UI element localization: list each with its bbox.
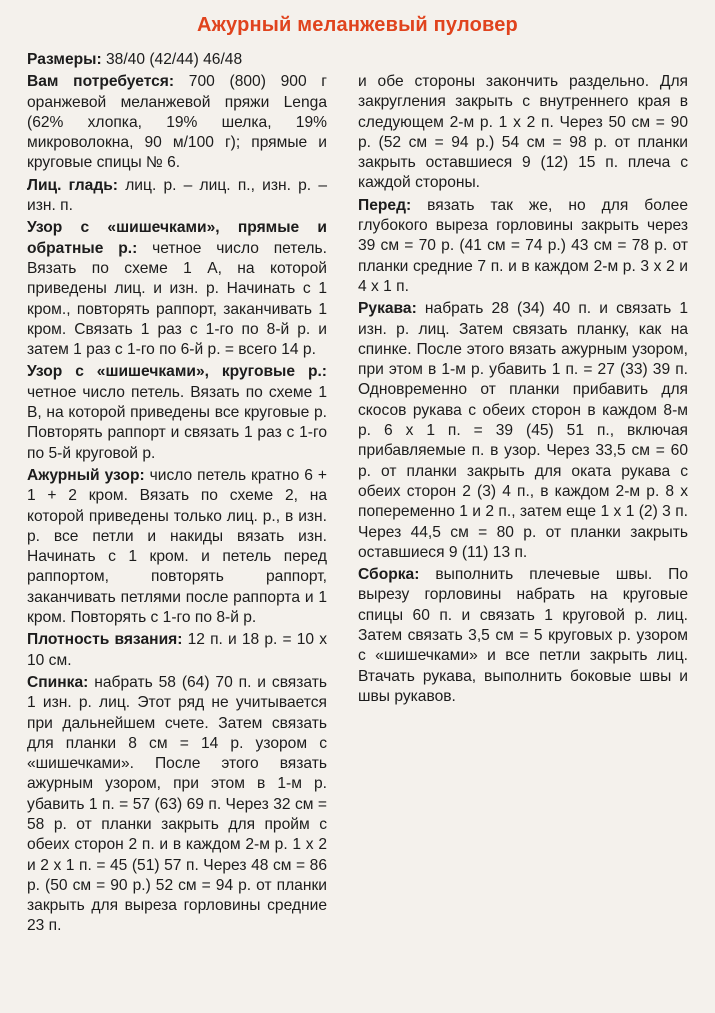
paragraph-materials: [27, 72, 327, 173]
paragraph-bobble-round: [27, 362, 327, 463]
heading-stockinette: Лиц. гладь:: [27, 176, 119, 194]
paragraph-bobble-flat: [27, 218, 327, 360]
text-materials: 700 (800) 900 г оранжевой меланжевой пряжи Lenga (62% хлопка, 19% шелка, 19% микроволокна, 90 м/100 г); прямые и круговые спицы № 6.: [27, 73, 327, 172]
heading-sizes: Размеры:: [27, 51, 102, 68]
paragraph-gauge: [27, 630, 327, 671]
text-front: вязать так же, но для более глубокого выреза горловины закрыть через 39 см = 70 р. (41 см = 74 р.) 43 см = 78 р. от планки средние 7 п. и в каждом 2-м р. 3 х 2 и 4 х 1 п.: [358, 196, 688, 295]
text-bobble-flat: четное число петель. Вязать по схеме 1 А, на которой приведены лиц. и изн. р. Начинать с 1 кром., повторять раппорт, заканчивать 1 кром. Связать 1 раз с 1-го по 8-й р. и затем 1 раз с 1-го по 6-й р. = всего 14 р.: [27, 239, 327, 359]
paragraph-assembly: [358, 565, 688, 707]
right-column: [358, 72, 688, 709]
text-sizes: 38/40 (42/44) 46/48: [101, 51, 243, 68]
text-sleeves: набрать 28 (34) 40 п. и связать 1 изн. р. лиц. Затем связать планку, как на спинке. После этого вязать ажурным узором, при этом в 1-м р. убавить 1 п. = 27 (33) 39 п. Одновременно от планки прибавить для скосов рукава с обеих сторон в каждом 8-м р. 6 х 1 п. = 39 (45) 51 п., включая прибавляемые п. в узор. Через 33,5 см = 60 р. от планки закрыть для оката рукава с обеих сторон 2 (3) 4 п., в каждом 2-м р. 8 х попеременно 1 и 2 п., затем еще 1 х 1 (2) 3 п. Через 44,5 см = 80 р. от планки закрыть оставшиеся 9 (11) 13 п.: [358, 300, 688, 561]
heading-front: Перед:: [358, 196, 412, 214]
left-column: [27, 50, 327, 939]
paragraph-lace: [27, 466, 327, 628]
heading-back: Спинка:: [27, 673, 89, 691]
heading-assembly: Сборка:: [358, 566, 420, 584]
paragraph-back: [27, 673, 327, 937]
text-lace: число петель кратно 6 + 1 + 2 кром. Вязать по схеме 2, на которой приведены только лиц. р., в изн. р. все петли и накиды вязать изн. Начинать с 1 кром. и петель перед раппортом, повторять раппорт, заканчивать петлями после раппорта и 1 кром. Повторять с 1-го по 8-й р.: [27, 466, 327, 627]
heading-materials: Вам потребуется:: [27, 73, 175, 91]
text-stockinette: лиц. р. – лиц. п., изн. р. – изн. п.: [27, 176, 327, 215]
page-title: Ажурный меланжевый пуловер: [197, 14, 518, 36]
paragraph-sleeves: [358, 299, 688, 563]
heading-bobble-round: Узор с «шишечками», круговые р.:: [27, 363, 327, 381]
paragraph-sizes: [27, 50, 327, 70]
heading-bobble-flat: Узор с «шишечками», прямые и обратные р.:: [27, 219, 327, 257]
heading-sleeves: Рукава:: [358, 300, 417, 318]
text-bobble-round: четное число петель. Вязать по схеме 1 В, на которой приведены все круговые р. Повторять раппорт и связать 1 раз с 1-го по 5-й круговой р.: [27, 383, 327, 462]
heading-lace: Ажурный узор:: [27, 466, 145, 484]
heading-gauge: Плотность вязания:: [27, 631, 183, 649]
text-gauge: 12 п. и 18 р. = 10 х 10 см.: [27, 631, 327, 669]
paragraph-stockinette: [27, 176, 327, 217]
paragraph-front: [358, 196, 688, 297]
text-assembly: выполнить плечевые швы. По вырезу горловины набрать на круговые спицы 60 п. и связать 1 круговой р. лиц. Затем связать 3,5 см = 5 круговых р. узором с «шишечками» и все петли закрыть лиц. Втачать рукава, выполнить боковые швы и швы рукавов.: [358, 566, 688, 705]
text-back-continued: и обе стороны закончить раздельно. Для закругления закрыть с внутреннего края в следующем 2-м р. 1 х 2 п. Через 50 см = 90 р. (52 см = 94 р.) 54 см = 98 р. от планки закрыть оставшиеся 9 (12) 15 п. плеча с каждой стороны.: [358, 73, 688, 192]
paragraph-back-continued: [358, 72, 688, 194]
text-back: набрать 58 (64) 70 п. и связать 1 изн. р. лиц. Этот ряд не учитывается при дальнейшем счете. Затем связать для планки 8 см = 14 р. узором с «шишечками». После этого вязать ажурным узором, при этом в 1-м р. убавить 1 п. = 57 (63) 69 п. Через 32 см = 58 р. от планки закрыть для пройм с обеих сторон 2 п. и в каждом 2-м р. 1 х 2 и 2 х 1 п. = 45 (51) 57 п. Через 48 см = 86 р. (50 см = 90 р.) 52 см = 94 р. от планки закрыть для выреза горловины средние 23 п.: [27, 673, 327, 935]
